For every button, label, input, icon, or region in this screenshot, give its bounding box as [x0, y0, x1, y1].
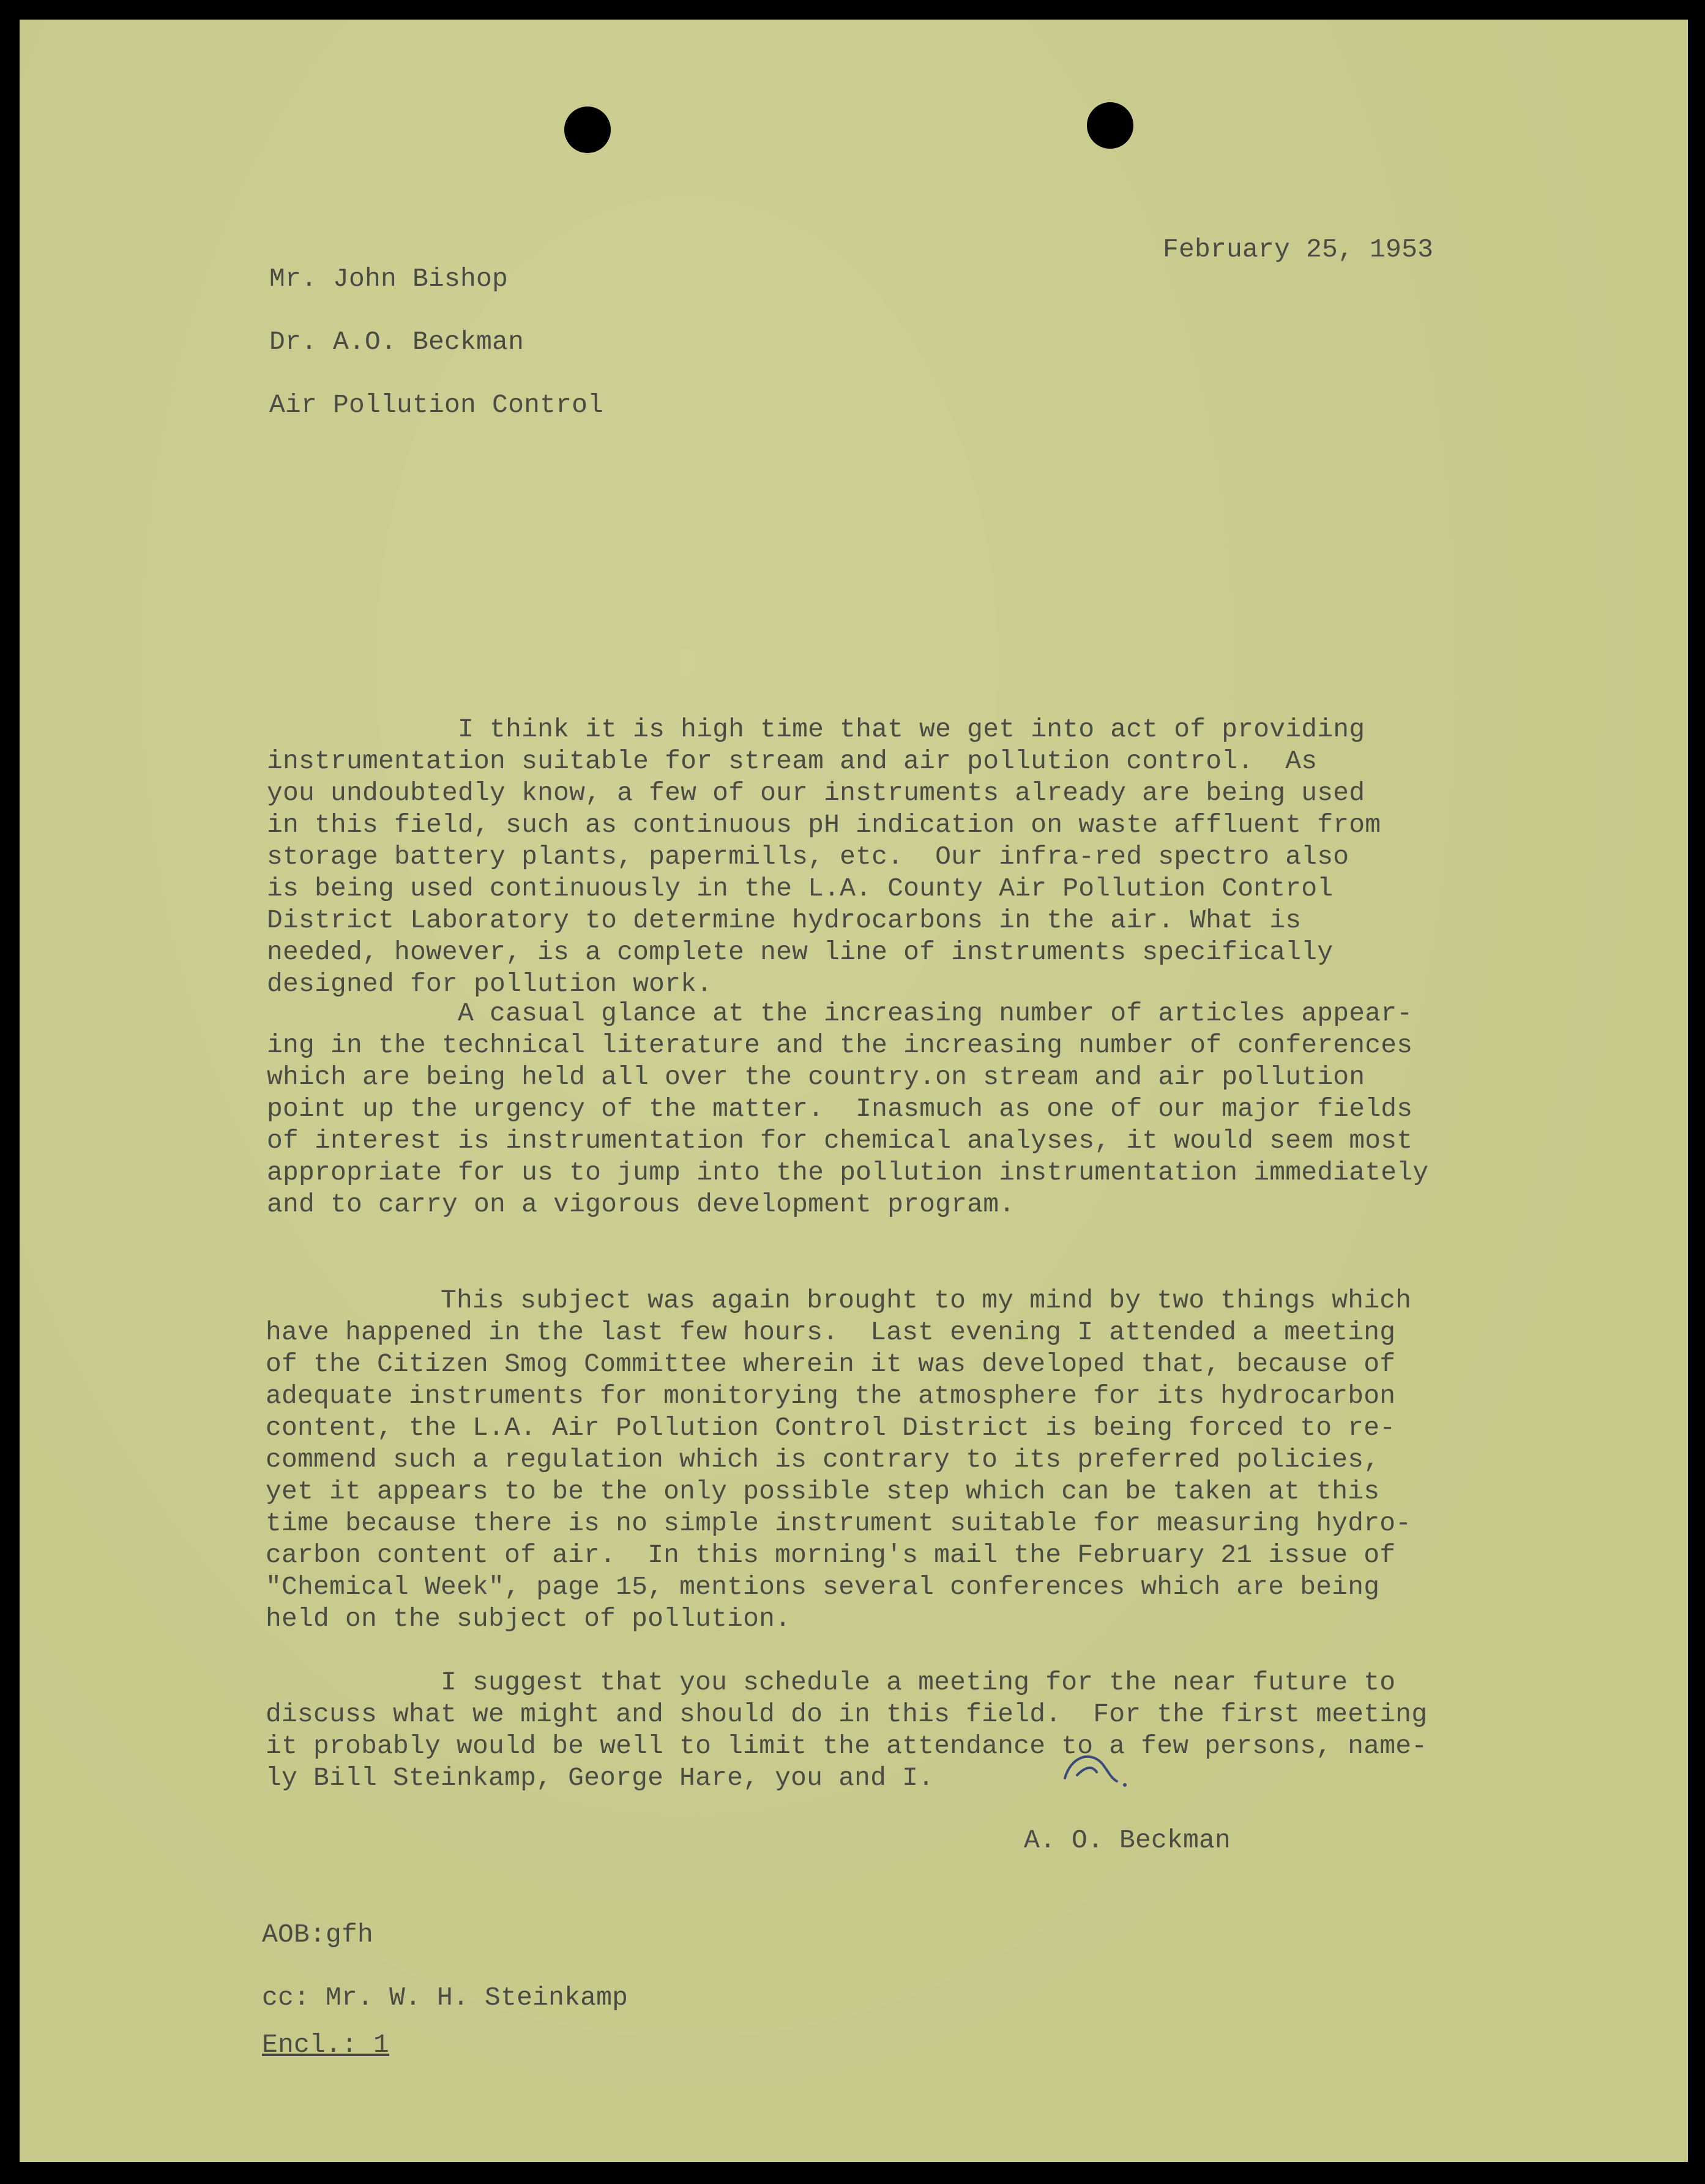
text-line: "Chemical Week", page 15, mentions several conferences which are being	[266, 1572, 1380, 1602]
paragraph-3	[266, 1221, 1411, 1667]
enclosure-line: Encl.: 1	[262, 2030, 390, 2060]
text-line: of the Citizen Smog Committee wherein it was developed that, because of	[266, 1349, 1396, 1379]
text-line: of interest is instrumentation for chemical analyses, it would seem most	[267, 1126, 1413, 1156]
text-line: which are being held all over the country.on stream and air pollution	[267, 1062, 1365, 1092]
text-line: in this field, such as continuous pH indication on waste affluent from	[267, 810, 1381, 840]
text-line: time because there is no simple instrument suitable for measuring hydro-	[266, 1508, 1412, 1538]
text-line: storage battery plants, papermills, etc. Our infra-red spectro also	[267, 842, 1349, 872]
text-line: adequate instruments for monitorying the atmosphere for its hydrocarbon	[266, 1381, 1396, 1411]
text-line: ing in the technical literature and the increasing number of conferences	[267, 1030, 1413, 1060]
text-line: needed, however, is a complete new line of instruments specifically	[267, 937, 1334, 967]
subject-line: Air Pollution Control	[269, 390, 604, 420]
reference-initials: AOB:gfh	[262, 1920, 374, 1950]
addressee-name-1: Mr. John Bishop	[269, 264, 509, 294]
text-line: I suggest that you schedule a meeting for the near future to	[266, 1667, 1396, 1697]
text-line: A casual glance at the increasing number of articles appear-	[267, 998, 1413, 1028]
letter-date: February 25, 1953	[1163, 234, 1434, 264]
text-line: designed for pollution work.	[267, 969, 713, 999]
text-line: ly Bill Steinkamp, George Hare, you and I.	[266, 1763, 935, 1793]
text-line: discuss what we might and should do in this field. For the first meeting	[266, 1699, 1428, 1729]
text-line: have happened in the last few hours. Last evening I attended a meeting	[266, 1317, 1396, 1347]
text-line: This subject was again brought to my mind by two things which	[266, 1285, 1412, 1315]
carbon-copy-line: cc: Mr. W. H. Steinkamp	[262, 1983, 629, 2013]
text-line: you undoubtedly know, a few of our instruments already are being used	[267, 778, 1365, 808]
text-line: I think it is high time that we get into act of providing	[267, 714, 1365, 744]
text-line: appropriate for us to jump into the pollution instrumentation immediately	[267, 1157, 1429, 1187]
signer-name: A. O. Beckman	[1024, 1825, 1231, 1855]
handwritten-initials-signature	[1059, 1745, 1132, 1793]
text-line: point up the urgency of the matter. Inasmuch as one of our major fields	[267, 1094, 1413, 1124]
text-line: commend such a regulation which is contrary to its preferred policies,	[266, 1445, 1380, 1475]
text-line: it probably would be well to limit the attendance to a few persons, name-	[266, 1731, 1428, 1761]
paragraph-4	[266, 1603, 1427, 1826]
addressee-name-2: Dr. A.O. Beckman	[269, 327, 524, 357]
text-line: yet it appears to be the only possible step which can be taken at this	[266, 1476, 1380, 1506]
text-line: is being used continuously in the L.A. County Air Pollution Control	[267, 873, 1334, 903]
text-line: held on the subject of pollution.	[266, 1604, 791, 1634]
punch-hole	[1087, 102, 1133, 149]
text-line: District Laboratory to determine hydrocarbons in the air. What is	[267, 905, 1302, 935]
text-line: carbon content of air. In this morning's mail the February 21 issue of	[266, 1540, 1396, 1570]
punch-hole	[564, 107, 611, 153]
paragraph-2	[267, 934, 1428, 1252]
text-line: content, the L.A. Air Pollution Control District is being forced to re-	[266, 1413, 1396, 1443]
text-line: instrumentation suitable for stream and air pollution control. As	[267, 746, 1318, 776]
text-line: and to carry on a vigorous development program.	[267, 1189, 1015, 1219]
